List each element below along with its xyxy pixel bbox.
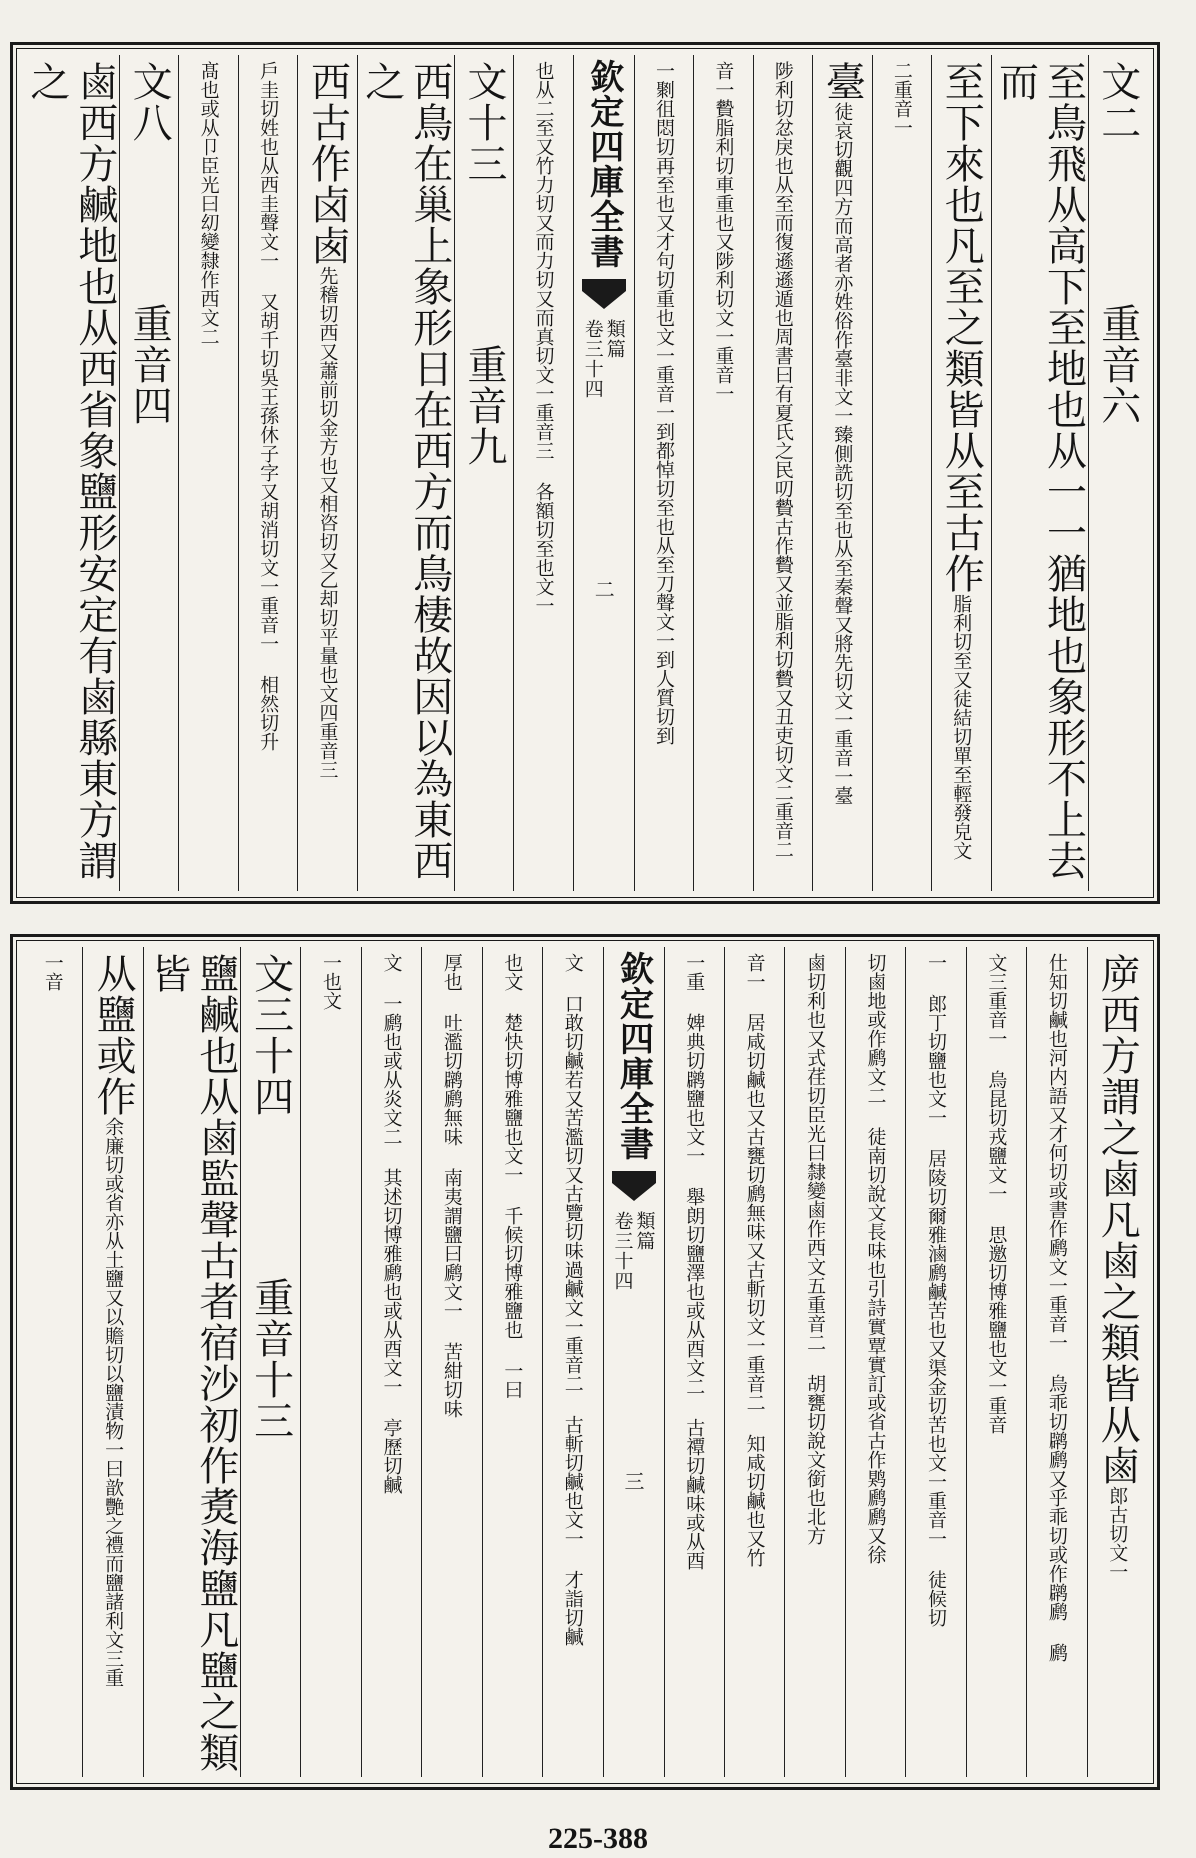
annotation-text: 先稽切西又蕭前切金方也又相咨切又乙却切平量也文四重音三: [316, 266, 339, 779]
annotation-text: 鹵切利也又式荏切臣光曰隸變鹵作西文五重音二 胡甕切說文銜也北方: [804, 953, 827, 1545]
book-title: 欽定四庫全書: [613, 951, 654, 1161]
annotation-text: 一也文: [320, 953, 343, 1010]
annotation-text: 切鹵地或作䴘文二 徒南切說文長味也引詩實覃實訂或省古作䴗䴘䴘又徐: [864, 953, 887, 1564]
text-column: [238, 55, 297, 891]
folio-number: 二: [591, 579, 616, 600]
page-number: 225-388: [548, 1822, 648, 1855]
text-column: [143, 947, 240, 1777]
fishtail-mark-icon: [610, 1169, 658, 1203]
annotation-text: 文 一䴘也或从炎文二 其述切博雅䴘也或从酉文一 亭歷切鹹: [380, 953, 403, 1494]
text-column: [1026, 947, 1086, 1777]
text-column: [513, 55, 572, 891]
text-column: [872, 55, 931, 891]
annotation-text: 音一 居咸切鹹也又古甕切䴘無味又古斬切文一重音二 知咸切鹹也又竹: [743, 953, 766, 1567]
main-text: 西鳥在巢上象形日在西方而鳥棲故因以為東西之: [358, 61, 453, 881]
center-margin-block: [603, 947, 664, 1777]
annotation-text: 二重音一: [890, 61, 913, 137]
section-count: 重音十三: [247, 1277, 294, 1441]
main-text: 至鳥飛从高下至地也从一一猶地也象形不上去而: [992, 61, 1087, 881]
text-column: [178, 55, 237, 891]
top-page-panel: [10, 42, 1160, 904]
annotation-text: 徒哀切觀四方而高者亦姓俗作臺非文一臻側詵切至也从至秦聲又將先切文一重音一臺: [831, 102, 854, 805]
text-column: [1088, 55, 1147, 891]
text-column: [784, 947, 844, 1777]
annotation-text: 余廉切或省亦从土鹽又以贍切以鹽漬物一曰歆艷之禮而鹽諸利文三重: [102, 1117, 125, 1687]
annotation-text: 仕知切鹹也河内語又才何切或書作䴘文一重音一 烏乖切䴙䴘又乎乖切或作䴙䴘 䴘: [1045, 953, 1068, 1662]
main-text: 文三十四: [247, 953, 294, 1117]
annotation-text: 厚也 吐濫切䴙䴘無味 南夷謂鹽曰䴘文一 苦紺切味: [440, 953, 463, 1418]
main-text: 鹽鹹也从鹵監聲古者宿沙初作煑海鹽凡鹽之類皆: [144, 953, 239, 1773]
text-column: [693, 55, 752, 891]
bottom-text-columns: [23, 947, 1147, 1777]
main-text: 臺: [819, 61, 866, 102]
text-column: [240, 947, 300, 1777]
text-column: [357, 55, 454, 891]
text-column: [1087, 947, 1147, 1777]
top-text-columns: [23, 55, 1147, 891]
annotation-text: 文三重音一 烏昆切戎鹽文一 思邀切博雅鹽也文一重音: [985, 953, 1008, 1434]
text-column: [724, 947, 784, 1777]
annotation-text: 脂利切至又徒結切單至輕發皃文: [950, 594, 973, 860]
text-column: [23, 947, 82, 1777]
section-count: 重音六: [1094, 303, 1141, 426]
text-column: [361, 947, 421, 1777]
volume-label: 卷三十四: [581, 319, 604, 399]
text-column: [297, 55, 356, 891]
main-text: 㡿西方謂之鹵凡鹵之類皆从鹵: [1094, 953, 1141, 1486]
annotation-text: 陟利切忿戾也从至而復遜遜遁也周書曰有夏氏之民叨䞇古作䞇又並脂利切䞇又丑吏切文二重音二: [771, 61, 794, 859]
annotation-text: 戶圭切姓也从西圭聲文一 又胡千切吳王孫休子字又胡消切文一重音一 相然切升: [257, 61, 280, 751]
main-text: 从鹽或作: [90, 953, 137, 1117]
text-column: [23, 55, 119, 891]
folio-number: 三: [621, 1471, 645, 1492]
fishtail-mark-icon: [580, 277, 628, 311]
annotation-text: 一重 婢典切䴙鹽也文一 舉朗切鹽澤也或从酉文二 古禫切鹹味或从酉: [683, 953, 706, 1570]
text-column: [300, 947, 360, 1777]
annotation-text: 一㔌徂悶切再至也又才句切重也文一重音一到都悼切至也从至刀聲文一到人質切到: [652, 61, 675, 745]
text-column: [753, 55, 812, 891]
text-column: [966, 947, 1026, 1777]
main-text: 西古作卤卥: [304, 61, 351, 266]
annotation-text: 郎古切文一: [1106, 1486, 1129, 1581]
annotation-text: 也从二至又竹力切又而力切又而真切文一重音三 各額切至也文一: [532, 61, 555, 615]
text-column: [664, 947, 724, 1777]
text-column: [482, 947, 542, 1777]
annotation-text: 文 口敢切鹹若又苦濫切又古覽切味過鹹文一重音二 古斬切鹹也文一 才詣切鹹: [561, 953, 584, 1646]
text-column: [421, 947, 481, 1777]
text-column: [119, 55, 178, 891]
text-column: [845, 947, 905, 1777]
main-text: 至下來也凡至之類皆从至古作: [938, 61, 985, 594]
annotation-text: 也文 楚快切博雅鹽也文一 千候切博雅鹽也 一曰: [501, 953, 524, 1399]
bottom-page-panel: [10, 934, 1160, 1790]
section-count: 重音九: [461, 344, 508, 467]
text-column: [454, 55, 513, 891]
volume-label: 卷三十四: [611, 1211, 634, 1291]
annotation-text: 音一䞇脂利切車重也又陟利切文一重音一: [712, 61, 735, 403]
book-title: 欽定四庫全書: [583, 59, 624, 269]
text-column: [991, 55, 1088, 891]
section-count: 重音四: [126, 303, 173, 426]
main-text: 文二: [1094, 61, 1141, 143]
main-text: 文十三: [461, 61, 508, 184]
annotation-text: 一音: [41, 953, 64, 991]
text-column: [82, 947, 142, 1777]
main-text: 鹵西方鹹地也从西省象鹽形安定有鹵縣東方謂之: [23, 61, 118, 881]
category-label: 類篇: [633, 1211, 656, 1251]
text-column: [905, 947, 965, 1777]
annotation-text: 髙也或从卩臣光曰㓜變隸作西文二: [197, 61, 220, 346]
category-label: 類篇: [603, 319, 626, 359]
text-column: [542, 947, 602, 1777]
text-column: [931, 55, 990, 891]
center-margin-block: [573, 55, 634, 891]
text-column: [812, 55, 871, 891]
text-column: [634, 55, 693, 891]
main-text: 文八: [126, 61, 173, 143]
annotation-text: 一 郎丁切鹽也文一 居陵切爾雅滷䴘鹹苦也又渠金切苦也文一重音一 徒候切: [924, 953, 947, 1627]
